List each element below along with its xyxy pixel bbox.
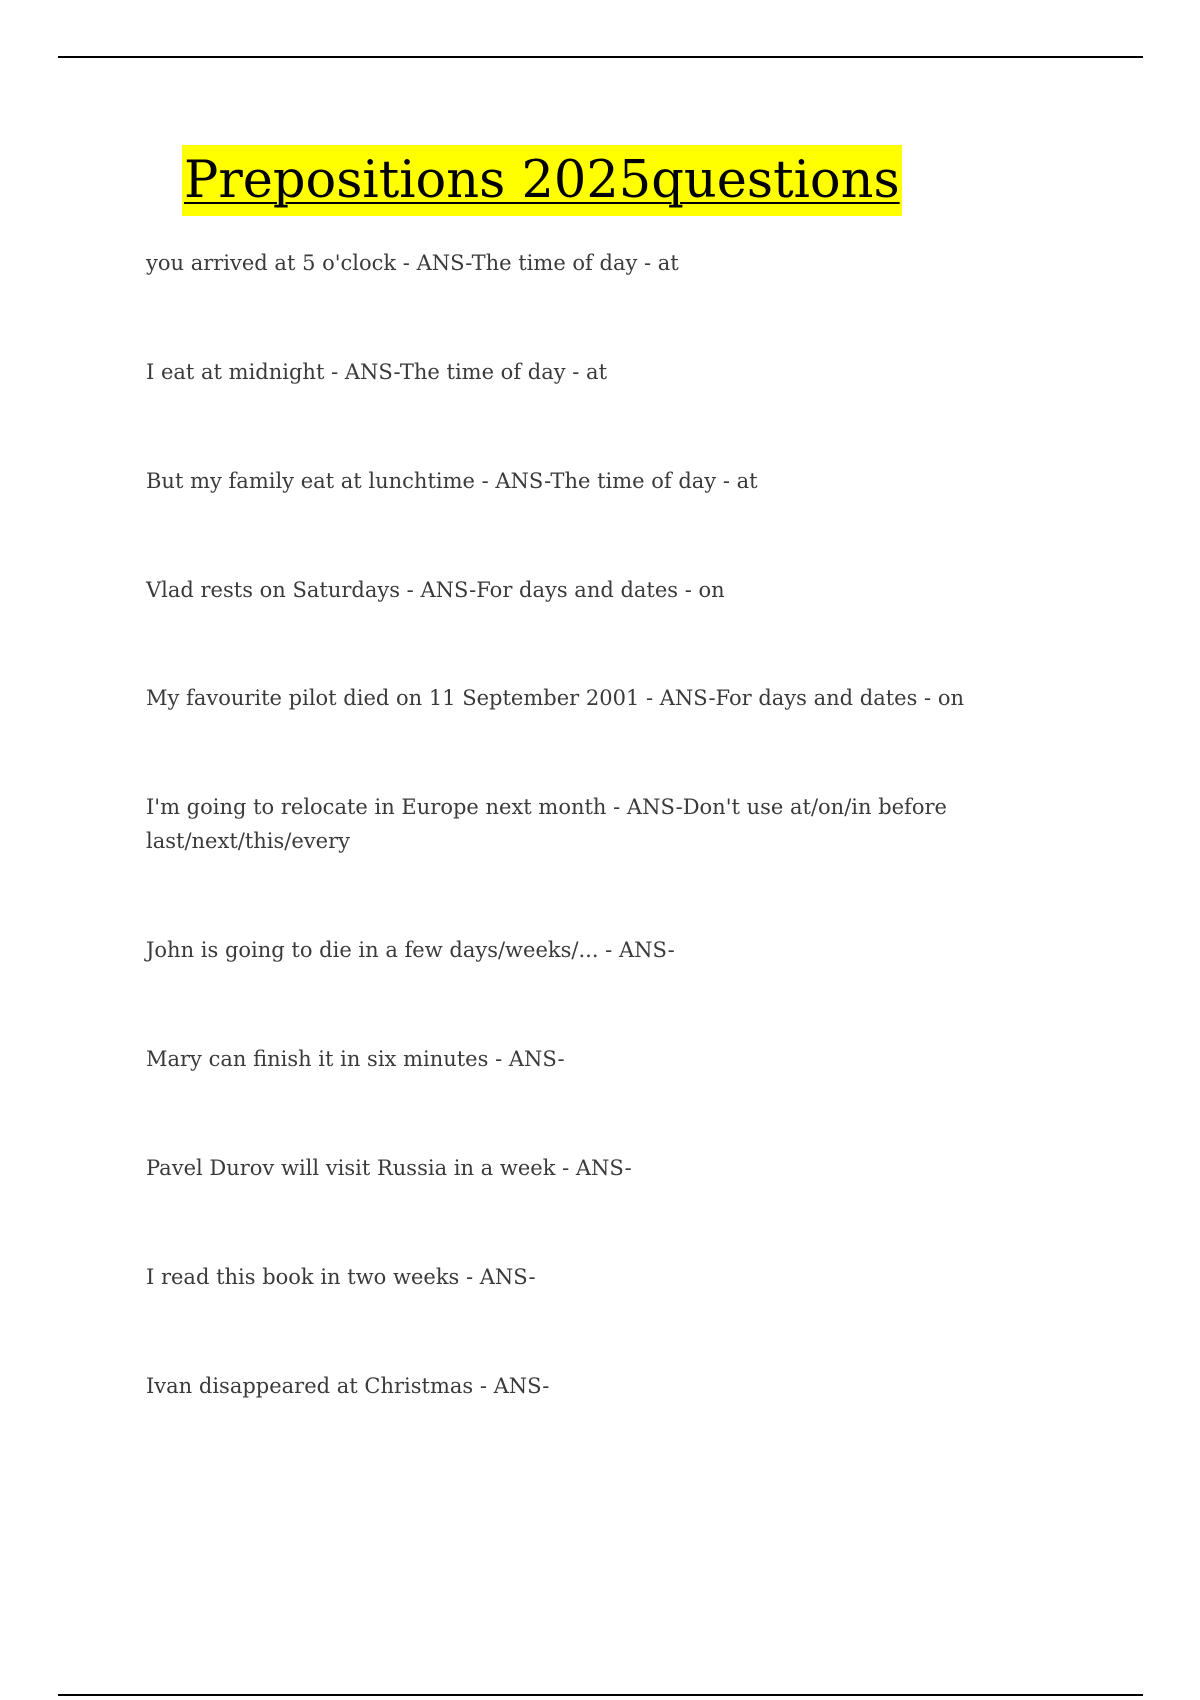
question-item: I read this book in two weeks - ANS-: [146, 1265, 536, 1289]
header-rule: [58, 56, 1143, 58]
question-item: I eat at midnight - ANS-The time of day - at: [146, 360, 608, 384]
question-item: I'm going to relocate in Europe next month - ANS-Don't use at/on/in before last/next/this/every: [146, 795, 947, 853]
question-item: you arrived at 5 o'clock - ANS-The time of day - at: [146, 251, 679, 275]
question-item: But my family eat at lunchtime - ANS-The time of day - at: [146, 469, 758, 493]
document-title: Prepositions 2025questions: [182, 145, 902, 216]
question-item: Ivan disappeared at Christmas - ANS-: [146, 1374, 550, 1398]
footer-rule: [58, 1694, 1143, 1696]
question-item: My favourite pilot died on 11 September 2001 - ANS-For days and dates - on: [146, 686, 964, 710]
question-item: Vlad rests on Saturdays - ANS-For days and dates - on: [146, 578, 725, 602]
title-block: [182, 145, 902, 216]
question-item: John is going to die in a few days/weeks/... - ANS-: [146, 938, 675, 962]
question-item: Pavel Durov will visit Russia in a week - ANS-: [146, 1156, 632, 1180]
question-item: Mary can finish it in six minutes - ANS-: [146, 1047, 565, 1071]
